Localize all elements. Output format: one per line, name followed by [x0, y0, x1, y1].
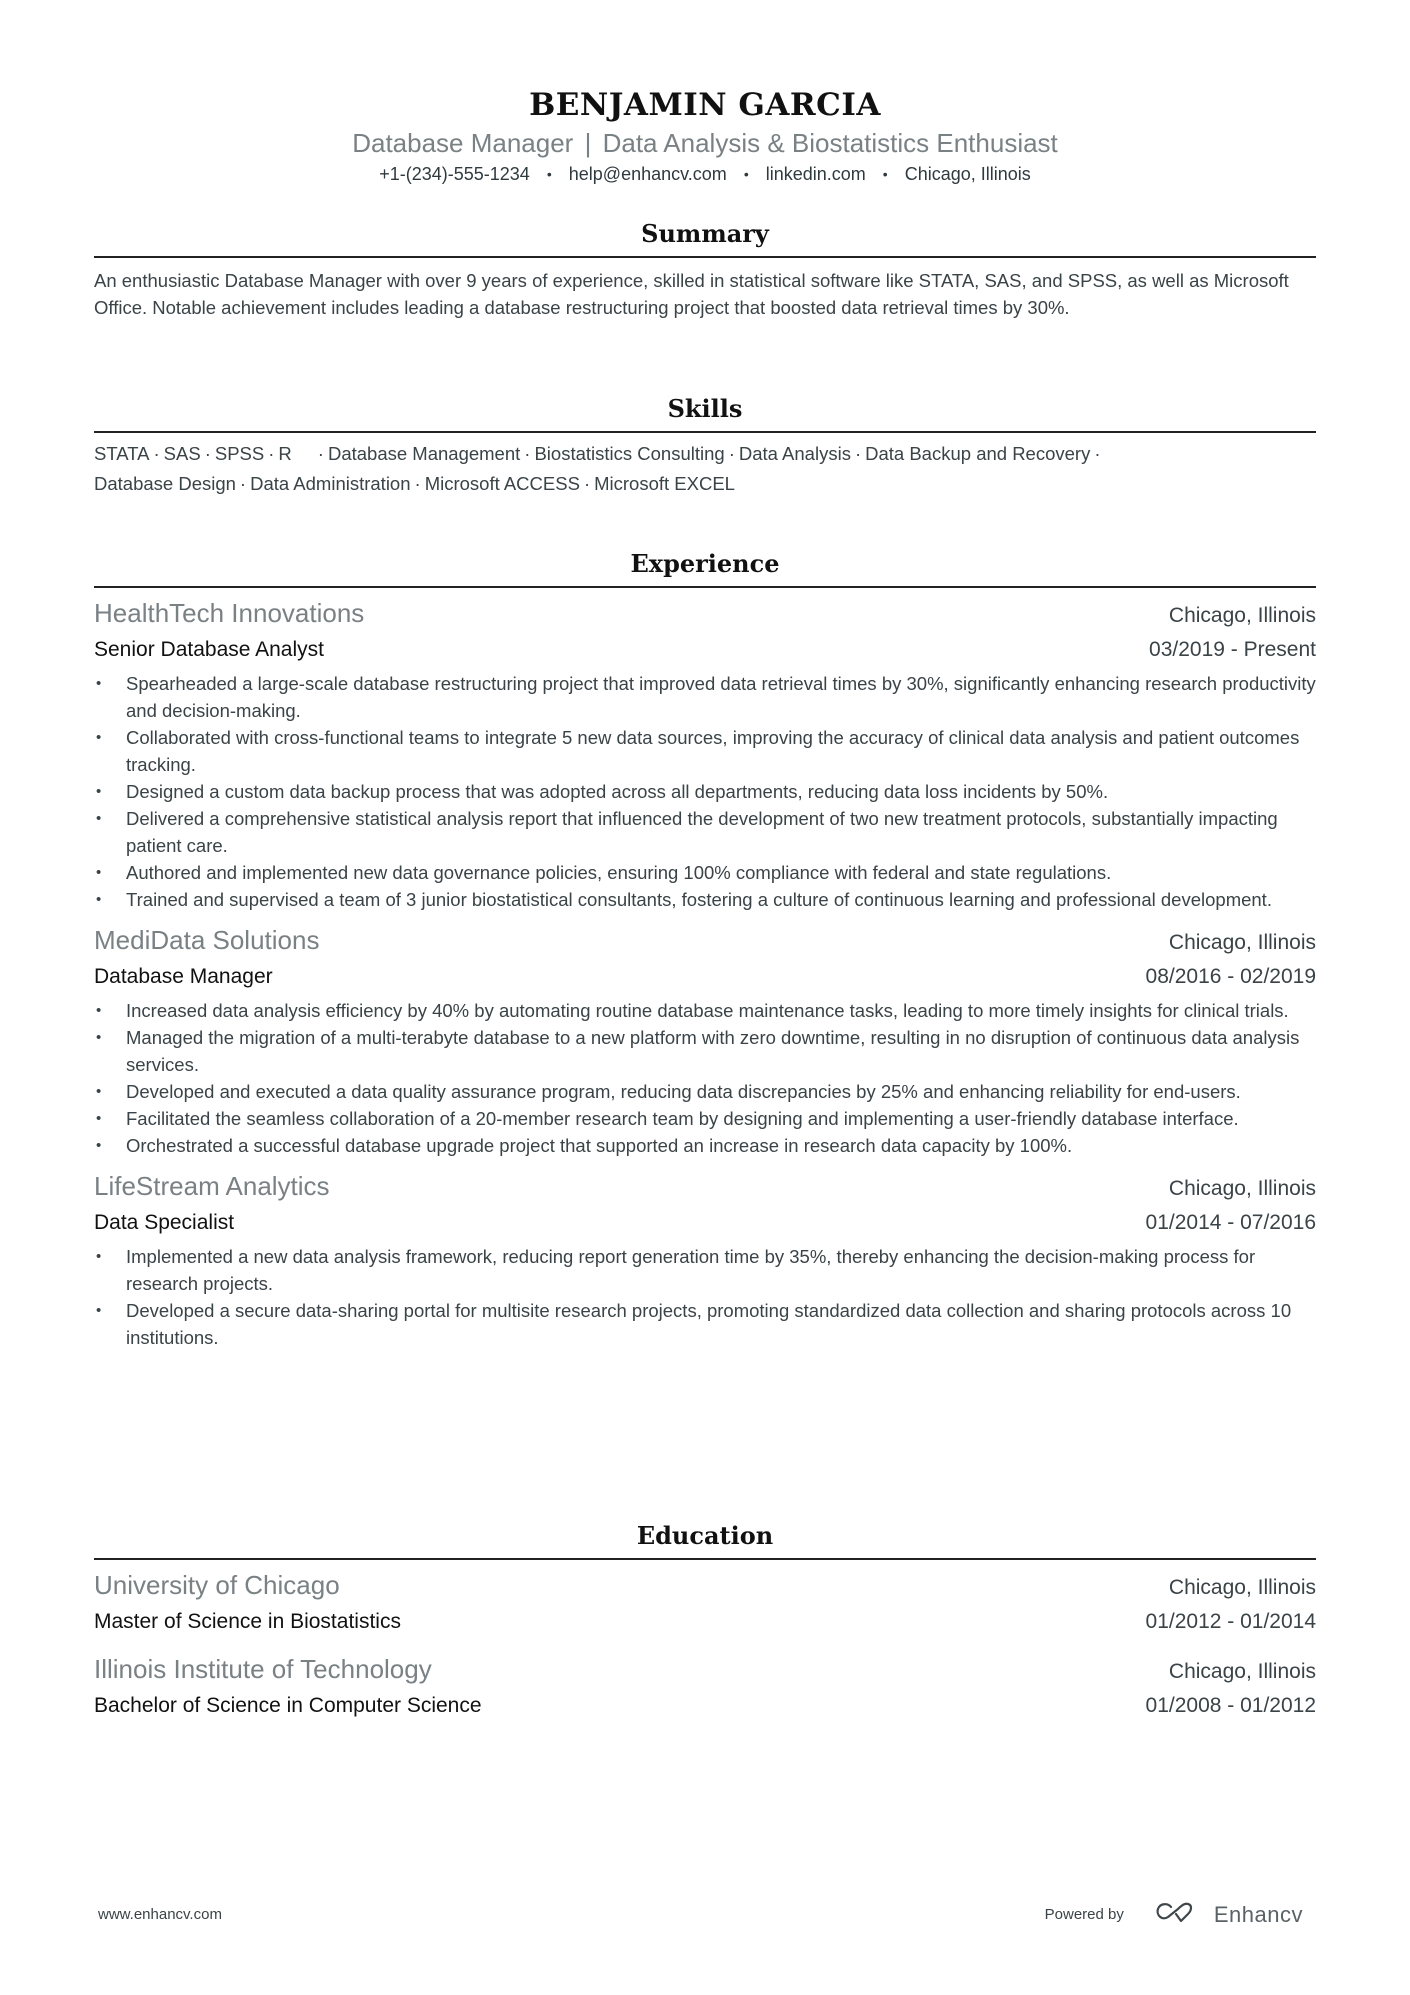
- achievement-item: • Orchestrated a successful database upgrade project that supported an increase in research data capacity by 100%.: [94, 1132, 1316, 1159]
- job-dates: 08/2016 - 02/2019: [1145, 965, 1316, 988]
- bullet-separator: •: [743, 166, 749, 182]
- entry-header-row: [94, 923, 1316, 960]
- resume-header: [94, 0, 1316, 187]
- entry-subheader-row: [94, 960, 1316, 993]
- degree: Bachelor of Science in Computer Science: [94, 1694, 482, 1717]
- achievement-item: • Spearheaded a large-scale database restructuring project that improved data retrieval times by 30%, significantly enhancing research productivity and decision-making.: [94, 670, 1316, 724]
- skill-separator: ·: [583, 473, 591, 494]
- skill-separator: ·: [239, 473, 247, 494]
- achievement-list: [94, 997, 1316, 1159]
- school-name: Illinois Institute of Technology: [94, 1654, 432, 1684]
- title-role: Database Manager: [352, 128, 574, 158]
- entry-header-row: [94, 596, 1316, 633]
- bullet-separator: •: [882, 166, 888, 182]
- powered-by-badge[interactable]: [1045, 1900, 1303, 1929]
- skills-list: [94, 439, 1316, 499]
- achievement-list: [94, 670, 1316, 913]
- skill-separator: ·: [728, 443, 735, 464]
- skill-item: R: [278, 443, 292, 464]
- page-footer: [98, 1900, 1303, 1929]
- job-location: Chicago, Illinois: [1168, 604, 1316, 627]
- powered-by-label: Powered by: [1044, 1906, 1124, 1923]
- contact-linkedin[interactable]: linkedin.com: [765, 164, 866, 184]
- title-focus: Data Analysis & Biostatistics Enthusiast: [602, 128, 1058, 158]
- section-divider: [94, 586, 1316, 588]
- skills-line-2: [94, 469, 1316, 499]
- achievement-item: • Managed the migration of a multi-terabyte database to a new platform with zero downtime, resulting in no disruption of continuous data analysis services.: [94, 1024, 1316, 1078]
- education-entry: [94, 1568, 1316, 1638]
- entry-header-row: [94, 1169, 1316, 1206]
- section-divider: [94, 1558, 1316, 1560]
- education-entry: [94, 1652, 1316, 1722]
- skill-separator: ·: [204, 443, 211, 464]
- achievement-item: • Increased data analysis efficiency by 40% by automating routine database maintenance tasks, leading to more timely insights for clinical trials.: [94, 997, 1316, 1024]
- job-location: Chicago, Illinois: [1168, 931, 1316, 954]
- contact-location: Chicago, Illinois: [904, 164, 1031, 184]
- study-dates: 01/2012 - 01/2014: [1145, 1610, 1316, 1633]
- entry-subheader-row: [94, 633, 1316, 666]
- candidate-name: BENJAMIN GARCIA: [529, 87, 881, 123]
- experience-entry: [94, 1169, 1316, 1351]
- skill-item: Microsoft ACCESS: [424, 473, 580, 494]
- entry-subheader-row: [94, 1605, 1316, 1638]
- achievement-item: • Implemented a new data analysis framework, reducing report generation time by 35%, thereby enhancing the decision-making process for research projects.: [94, 1243, 1316, 1297]
- section-title-experience: Experience: [630, 549, 780, 578]
- achievement-item: • Delivered a comprehensive statistical analysis report that influenced the development of two new treatment protocols, substantially impacting patient care.: [94, 805, 1316, 859]
- skill-item: SAS: [163, 443, 201, 464]
- school-location: Chicago, Illinois: [1168, 1576, 1316, 1599]
- achievement-item: • Trained and supervised a team of 3 junior biostatistical consultants, fostering a culture of continuous learning and professional development.: [94, 886, 1316, 913]
- achievement-item: • Developed a secure data-sharing portal for multisite research projects, promoting standardized data collection and sharing protocols across 10 institutions.: [94, 1297, 1316, 1351]
- footer-website-link[interactable]: www.enhancv.com: [98, 1906, 222, 1923]
- skill-separator: ·: [854, 443, 862, 464]
- skill-item: Data Backup and Recovery: [865, 443, 1091, 464]
- resume-page: [94, 0, 1316, 1717]
- section-title-summary: Summary: [641, 219, 769, 248]
- study-dates: 01/2008 - 01/2012: [1145, 1694, 1316, 1717]
- skill-item: SPSS: [214, 443, 265, 464]
- job-role: Data Specialist: [94, 1211, 235, 1234]
- entry-header-row: [94, 1652, 1316, 1689]
- summary-text: An enthusiastic Database Manager with over 9 years of experience, skilled in statistical software like STATA, SAS, and SPSS, as well as Microsoft Office. Notable achievement includes leading a database restructuring project that boosted data retrieval times by 30%.: [94, 270, 1289, 318]
- skill-item: Microsoft EXCEL: [594, 473, 735, 494]
- section-divider: [94, 256, 1316, 258]
- skill-item: Data Analysis: [738, 443, 851, 464]
- achievement-item: • Collaborated with cross-functional teams to integrate 5 new data sources, improving the accuracy of clinical data analysis and patient outcomes tracking.: [94, 724, 1316, 778]
- skill-separator: ·: [414, 473, 421, 494]
- skill-item: STATA: [94, 443, 150, 464]
- achievement-item: • Developed and executed a data quality assurance program, reducing data discrepancies by 25% and enhancing reliability for end-users.: [94, 1078, 1316, 1105]
- education-section: [94, 1520, 1316, 1722]
- skill-separator: ·: [524, 443, 531, 464]
- enhancv-logo-icon: [1154, 1900, 1200, 1929]
- experience-section: [94, 548, 1316, 1351]
- school-name: University of Chicago: [94, 1570, 340, 1600]
- school-location: Chicago, Illinois: [1168, 1660, 1316, 1683]
- achievement-item: • Facilitated the seamless collaboration of a 20-member research team by designing and implementing a user-friendly database interface.: [94, 1105, 1316, 1132]
- skill-separator: ·: [268, 443, 275, 464]
- skill-separator: ·: [1094, 443, 1101, 464]
- brand-name: Enhancv: [1213, 1901, 1303, 1927]
- section-divider: [94, 431, 1316, 433]
- skills-line-1: [94, 439, 1316, 469]
- company-name: HealthTech Innovations: [94, 598, 365, 628]
- skills-section: [94, 393, 1316, 499]
- company-name: MediData Solutions: [94, 925, 320, 955]
- achievement-item: • Designed a custom data backup process that was adopted across all departments, reducing data loss incidents by 50%.: [94, 778, 1316, 805]
- achievement-item: • Authored and implemented new data governance policies, ensuring 100% compliance with federal and state regulations.: [94, 859, 1316, 886]
- experience-entry: [94, 596, 1316, 913]
- contact-line: [94, 162, 1316, 187]
- experience-entry: [94, 923, 1316, 1159]
- degree: Master of Science in Biostatistics: [94, 1610, 401, 1633]
- skill-item: Data Administration: [250, 473, 411, 494]
- skill-separator: ·: [317, 443, 324, 464]
- bullet-separator: •: [546, 166, 552, 182]
- summary-section: [94, 218, 1316, 321]
- job-dates: 01/2014 - 07/2016: [1145, 1211, 1316, 1234]
- skill-separator: ·: [153, 443, 160, 464]
- entry-subheader-row: [94, 1206, 1316, 1239]
- job-dates: 03/2019 - Present: [1149, 638, 1316, 661]
- job-role: Senior Database Analyst: [94, 638, 324, 661]
- entry-header-row: [94, 1568, 1316, 1605]
- company-name: LifeStream Analytics: [94, 1171, 330, 1201]
- contact-email[interactable]: help@enhancv.com: [568, 164, 727, 184]
- skill-item: Database Management: [327, 443, 521, 464]
- contact-phone[interactable]: +1-(234)-555-1234: [379, 164, 530, 184]
- entry-subheader-row: [94, 1689, 1316, 1722]
- achievement-list: [94, 1243, 1316, 1351]
- skill-item: Database Design: [94, 473, 236, 494]
- section-title-skills: Skills: [667, 394, 743, 423]
- candidate-title: [94, 126, 1316, 160]
- job-location: Chicago, Illinois: [1168, 1177, 1316, 1200]
- section-title-education: Education: [636, 1521, 774, 1550]
- job-role: Database Manager: [94, 965, 273, 988]
- skill-item: Biostatistics Consulting: [534, 443, 725, 464]
- title-separator: |: [584, 128, 592, 158]
